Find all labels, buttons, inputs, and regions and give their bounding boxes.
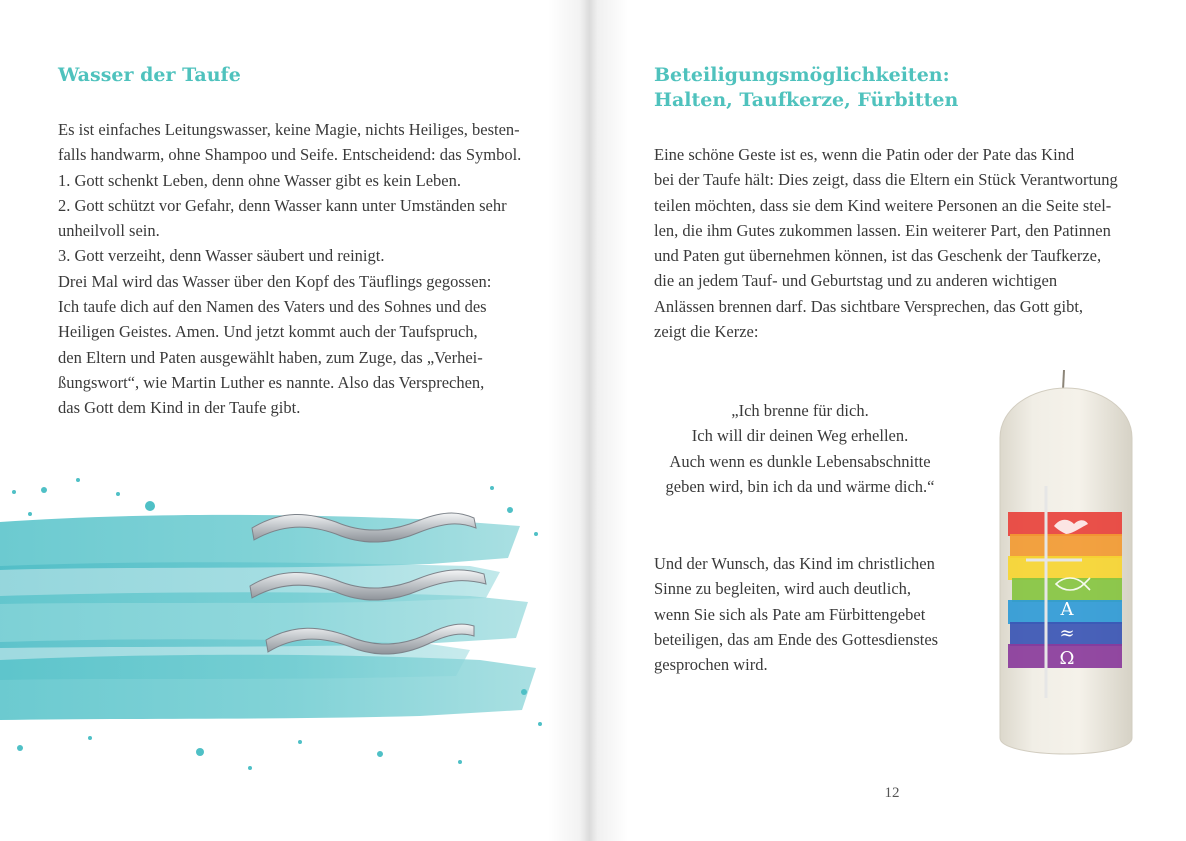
- right-body-line: len, die ihm Gutes zukommen lassen. Ein weiterer Part, den Patinnen: [654, 220, 1111, 240]
- left-body-line: 2. Gott schützt vor Gefahr, denn Wasser kann unter Umständen sehr: [58, 195, 507, 215]
- right-body-line: bei der Taufe hält: Dies zeigt, dass die Eltern ein Stück Verantwortung: [654, 170, 1118, 190]
- left-body-line: Heiligen Geistes. Amen. Und jetzt kommt auch der Taufspruch,: [58, 322, 478, 342]
- left-body-line: Es ist einfaches Leitungswasser, keine Magie, nichts Heiliges, besten-: [58, 120, 520, 139]
- omega-symbol: Ω: [1059, 648, 1075, 669]
- left-page: [0, 0, 590, 841]
- candle-wick: [1063, 370, 1064, 390]
- quote-line: geben wird, bin ich da und wärme dich.“: [665, 476, 935, 496]
- left-body-text: [58, 117, 521, 421]
- right-body-line: Eine schöne Geste ist es, wenn die Patin oder der Pate das Kind: [654, 145, 1075, 164]
- right-body-text: [654, 142, 1118, 344]
- right-heading-line: Halten, Taufkerze, Fürbitten: [654, 89, 959, 111]
- alpha-symbol: Α: [1060, 599, 1074, 620]
- left-body-line: 3. Gott verzeiht, denn Wasser säubert und reinigt.: [58, 246, 385, 266]
- baptism-candle-icon: [996, 364, 1146, 760]
- closing-line: Sinne zu begleiten, wird auch deutlich,: [654, 579, 912, 599]
- closing-line: Und der Wunsch, das Kind im christlichen: [654, 554, 935, 573]
- right-body-line: zeigt die Kerze:: [654, 322, 759, 342]
- candle-quote: [660, 398, 940, 499]
- left-heading-text: Wasser der Taufe: [58, 64, 241, 86]
- quote-line: Ich will dir deinen Weg erhellen.: [691, 426, 909, 446]
- water-brushstrokes-with-silver-waves-icon: [0, 462, 560, 782]
- candle-symbols: [1059, 599, 1074, 669]
- left-body-line: falls handwarm, ohne Shampoo und Seife. Entscheidend: das Symbol.: [58, 145, 522, 165]
- right-body-line: die an jedem Tauf- und Geburtstag und zu anderen wichtigen: [654, 271, 1058, 291]
- water-symbol: ≈: [1059, 623, 1075, 644]
- left-body-line: unheilvoll sein.: [58, 221, 160, 241]
- closing-line: gesprochen wird.: [654, 655, 768, 675]
- page-number: 12: [884, 785, 900, 801]
- right-closing-text: [654, 551, 938, 677]
- left-body-line: Drei Mal wird das Wasser über den Kopf des Täuflings gegossen:: [58, 271, 492, 291]
- left-body-line: den Eltern und Paten ausgewählt haben, zum Zuge, das „Verhei-: [58, 347, 483, 367]
- left-heading: [58, 63, 241, 88]
- left-body-line: ßungswort“, wie Martin Luther es nannte. Also das Versprechen,: [58, 372, 485, 392]
- left-body-line: Ich taufe dich auf den Namen des Vaters und des Sohnes und des: [58, 297, 487, 317]
- right-body-line: und Paten gut übernehmen können, ist das Geschenk der Taufkerze,: [654, 246, 1102, 266]
- left-body-line: 1. Gott schenkt Leben, denn ohne Wasser gibt es kein Leben.: [58, 170, 461, 190]
- closing-line: wenn Sie sich als Pate am Fürbittengebet: [654, 604, 926, 624]
- brushstroke-group: [0, 515, 536, 720]
- right-body-line: teilen möchten, dass sie dem Kind weitere Personen an die Seite stel-: [654, 195, 1112, 215]
- right-heading-line: Beteiligungsmöglichkeiten:: [654, 64, 950, 86]
- left-body-line: das Gott dem Kind in der Taufe gibt.: [58, 398, 301, 418]
- quote-line: „Ich brenne für dich.: [731, 401, 869, 420]
- closing-line: beteiligen, das am Ende des Gottesdienstes: [654, 629, 939, 649]
- quote-line: Auch wenn es dunkle Lebensabschnitte: [669, 451, 931, 471]
- right-heading: [654, 63, 958, 113]
- right-page: [590, 0, 1186, 841]
- right-body-line: Anlässen brennen darf. Das sichtbare Versprechen, das Gott gibt,: [654, 296, 1084, 316]
